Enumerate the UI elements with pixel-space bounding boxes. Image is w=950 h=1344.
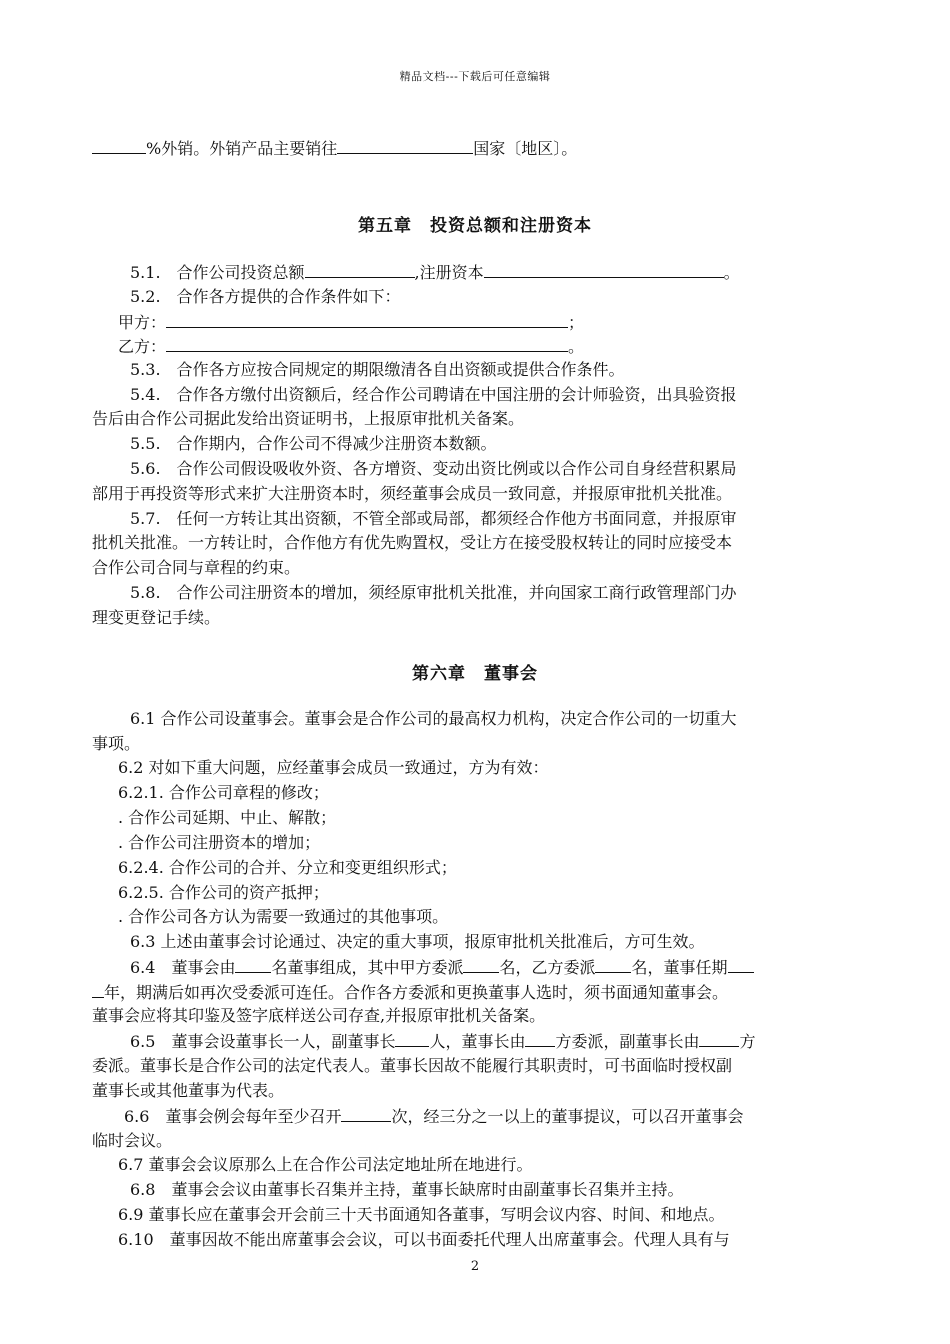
page-number: 2 xyxy=(470,1259,480,1274)
text: 方委派，副董事长由 xyxy=(555,1032,700,1051)
clause-6-2: 6.2 对如下重大问题，应经董事会成员一致通过，方为有效： xyxy=(118,758,549,777)
text: %外销。外销产品主要销往 xyxy=(146,139,338,158)
clause-5-7-cont2: 合作公司合同与章程的约束。 xyxy=(92,558,301,577)
party-b-line xyxy=(118,335,888,358)
clause-6-1-cont: 事项。 xyxy=(92,734,141,753)
text: ,注册资本 xyxy=(414,263,484,282)
text: 5.1. 合作公司投资总额 xyxy=(130,263,305,282)
clause-5-2: 5.2. 合作各方提供的合作条件如下： xyxy=(130,287,401,306)
blank-field xyxy=(92,137,146,154)
clause-6-1: 6.1 合作公司设董事会。董事会是合作公司的最高权力机构，决定合作公司的一切重大 xyxy=(130,709,737,728)
blank-field xyxy=(728,956,754,973)
clause-6-5-cont2: 董事长或其他董事为代表。 xyxy=(92,1081,285,1100)
clause-6-2-1: 6.2.1. 合作公司章程的修改； xyxy=(118,783,329,802)
text: 名董事组成，其中甲方委派 xyxy=(271,958,464,977)
text: 名，乙方委派 xyxy=(499,958,596,977)
party-a-line xyxy=(118,311,888,334)
clause-5-6-cont: 部用于再投资等形式来扩大注册资本时，须经董事会成员一致同意，并报原审批机关批准。 xyxy=(92,484,733,503)
clause-6-9: 6.9 董事长应在董事会开会前三十天书面通知各董事，写明会议内容、时间、和地点。 xyxy=(118,1205,725,1224)
clause-5-8-cont: 理变更登记手续。 xyxy=(92,608,221,627)
blank-field xyxy=(525,1030,555,1047)
clause-5-4: 5.4. 合作各方缴付出资额后，经合作公司聘请在中国注册的会计师验资，出具验资报 xyxy=(130,385,737,404)
clause-6-2-5: 6.2.5. 合作公司的资产抵押； xyxy=(118,883,329,902)
blank-field xyxy=(305,261,415,278)
clause-5-6: 5.6. 合作公司假设吸收外资、各方增资、变动出资比例或以合作公司自身经营积累局 xyxy=(130,459,737,478)
blank-field xyxy=(92,981,104,998)
blank-field xyxy=(341,1105,391,1122)
chapter-6-title: 第六章 董事会 xyxy=(412,664,538,684)
clause-6-10: 6.10 董事因故不能出席董事会会议，可以书面委托代理人出席董事会。代理人具有与 xyxy=(118,1230,730,1249)
clause-6-2-2: . 合作公司延期、中止、解散； xyxy=(118,808,337,827)
text: 6.4 董事会由 xyxy=(130,958,236,977)
text: 方 xyxy=(739,1032,756,1051)
clause-6-6-cont: 临时会议。 xyxy=(92,1131,173,1150)
clause-6-5 xyxy=(130,1030,900,1053)
clause-6-3: 6.3 上述由董事会讨论通过、决定的重大事项，报原审批机关批准后，方可生效。 xyxy=(130,932,705,951)
clause-5-4-cont: 告后由合作公司据此发给出资证明书，上报原审批机关备案。 xyxy=(92,409,525,428)
clause-5-7: 5.7. 任何一方转让其出资额，不管全部或局部，都须经合作他方书面同意，并报原审 xyxy=(130,509,737,528)
clause-6-4-cont2: 董事会应将其印鉴及签字底样送公司存查,并报原审批机关备案。 xyxy=(92,1006,546,1025)
line-export xyxy=(92,137,862,160)
clause-6-2-4: 6.2.4. 合作公司的合并、分立和变更组织形式； xyxy=(118,858,457,877)
clause-5-5: 5.5. 合作期内，合作公司不得减少注册资本数额。 xyxy=(130,434,497,453)
blank-field xyxy=(484,261,724,278)
text: 次，经三分之一以上的董事提议，可以召开董事会 xyxy=(391,1107,744,1126)
clause-6-2-6: . 合作公司各方认为需要一致通过的其他事项。 xyxy=(118,907,449,926)
blank-field xyxy=(166,311,568,328)
text: 年，期满后如再次受委派可连任。合作各方委派和更换董事人选时，须书面通知董事会。 xyxy=(104,983,729,1002)
blank-field xyxy=(395,1030,429,1047)
blank-field xyxy=(699,1030,739,1047)
clause-5-7-cont: 批机关批准。一方转让时，合作他方有优先购置权，受让方在接受股权转让的同时应接受本 xyxy=(92,533,733,552)
text: 。 xyxy=(568,337,585,356)
text: 国家〔地区〕。 xyxy=(473,139,578,158)
text: 人，董事长由 xyxy=(429,1032,526,1051)
text: 6.5 董事会设董事长一人，副董事长 xyxy=(130,1032,396,1051)
text: 甲方： xyxy=(118,313,167,332)
text: 。 xyxy=(723,263,740,282)
blank-field xyxy=(337,137,473,154)
clause-6-7: 6.7 董事会会议原那么上在合作公司法定地址所在地进行。 xyxy=(118,1155,533,1174)
text: 6.6 董事会例会每年至少召开 xyxy=(124,1107,342,1126)
blank-field xyxy=(595,956,631,973)
clause-5-8: 5.8. 合作公司注册资本的增加，须经原审批机关批准，并向国家工商行政管理部门办 xyxy=(130,583,737,602)
clause-6-5-cont: 委派。董事长是合作公司的法定代表人。董事长因故不能履行其职责时，可书面临时授权副 xyxy=(92,1056,733,1075)
text: 乙方： xyxy=(118,337,167,356)
clause-6-4-cont xyxy=(92,981,862,1004)
clause-5-1 xyxy=(130,261,900,284)
blank-field xyxy=(166,335,568,352)
clause-6-6 xyxy=(124,1105,894,1128)
chapter-5-title: 第五章 投资总额和注册资本 xyxy=(358,216,592,236)
clause-6-4 xyxy=(130,956,900,979)
clause-5-3: 5.3. 合作各方应按合同规定的期限缴清各自出资额或提供合作条件。 xyxy=(130,360,625,379)
clause-6-8: 6.8 董事会会议由董事长召集并主持，董事长缺席时由副董事长召集并主持。 xyxy=(130,1180,684,1199)
blank-field xyxy=(463,956,499,973)
blank-field xyxy=(235,956,271,973)
page-header: 精品文档---下载后可任意编辑 xyxy=(399,70,551,83)
text: 名，董事任期 xyxy=(631,958,728,977)
clause-6-2-3: . 合作公司注册资本的增加； xyxy=(118,833,321,852)
text: ； xyxy=(568,313,585,332)
